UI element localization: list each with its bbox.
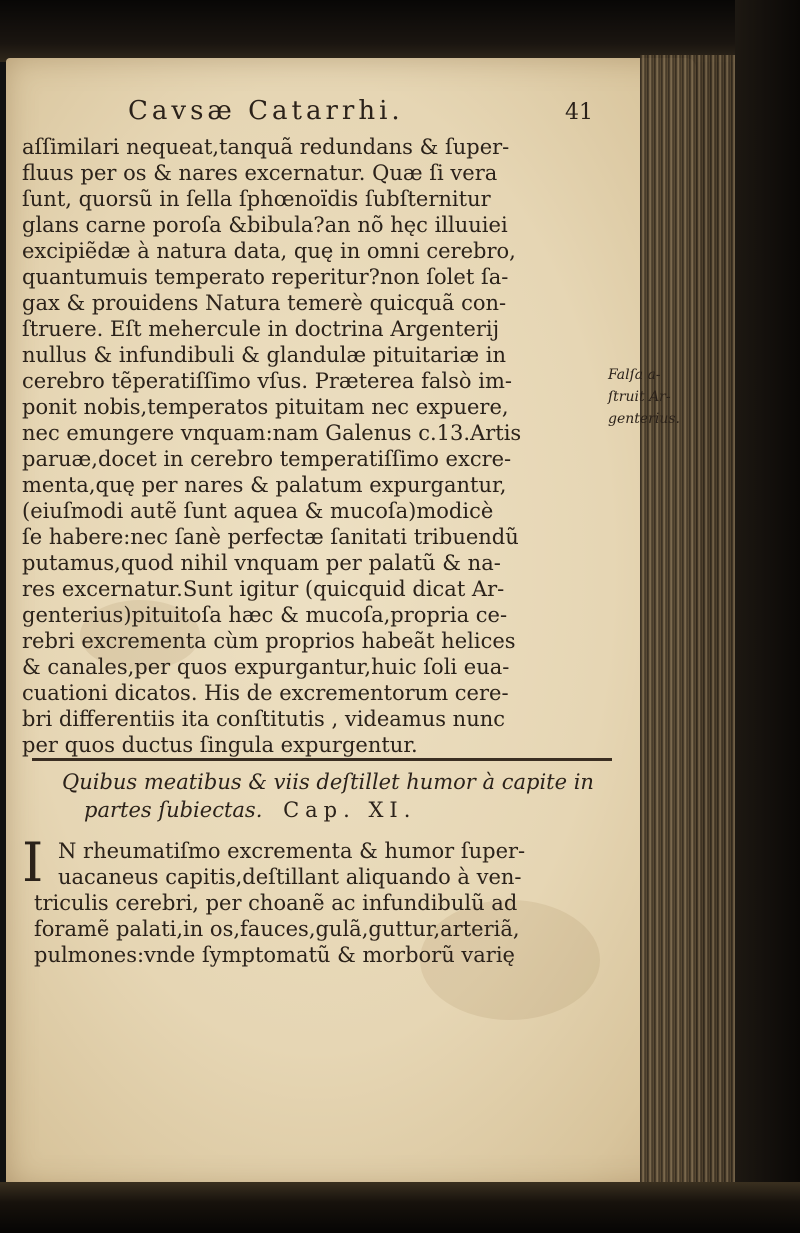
chapter-title: Quibus meatibus & viis deſtillet humor à capite in	[62, 770, 594, 794]
chapter-line: uacaneus capitis,deſtillant aliquando à ven-	[58, 865, 522, 889]
text-line: paruæ,docet in cerebro temperatiſſimo excre-	[22, 447, 512, 471]
text-line: menta,quę per nares & palatum expurgantur,	[22, 473, 507, 497]
drop-initial: I	[22, 831, 44, 894]
text-line: rebri excrementa cùm proprios habeãt helices	[22, 629, 516, 653]
text-line: fluus per os & nares excernatur. Quæ ſi vera	[22, 161, 498, 185]
chapter-title-continued	[84, 798, 416, 822]
margin-note	[608, 364, 680, 430]
chapter-line: foramẽ palati,in os,fauces,gulã,guttur,arteriã,	[34, 917, 520, 941]
text-line: bri differentiis ita conſtitutis , videamus nunc	[22, 707, 506, 731]
text-line: per quos ductus ſingula expurgentur.	[22, 733, 418, 757]
text-line: excipiẽdæ à natura data, quę in omni cerebro,	[22, 239, 516, 263]
chapter-label: Cap. XI.	[283, 798, 417, 822]
text-line: nec emungere vnquam:nam Galenus c.13.Artis	[22, 421, 522, 445]
page-number: 41	[565, 100, 593, 125]
text-line: ſe habere:nec ſanè perfectæ ſanitati tribuendũ	[22, 525, 519, 549]
text-line: aſſimilari nequeat,tanquã redundans & ſuper-	[22, 135, 510, 159]
text-line: nullus & infundibuli & glandulæ pituitariæ in	[22, 343, 507, 367]
chapter-line: N rheumatiſmo excrementa & humor ſuper-	[58, 839, 526, 863]
book-binding-shadow	[735, 0, 800, 1233]
text-line: (eiuſmodi autẽ ſunt aquea & mucoſa)modicè	[22, 499, 494, 523]
text-line: cuationi dicatos. His de excrementorum cere-	[22, 681, 509, 705]
chapter-title-line2: partes ſubiectas.	[84, 798, 263, 822]
text-line: res excernatur.Sunt igitur (quicquid dicat Ar-	[22, 577, 505, 601]
text-line: cerebro tẽperatiſſimo vſus. Præterea falsò im-	[22, 369, 512, 393]
section-rule	[32, 758, 612, 761]
running-head: Cavsæ Catarrhi.	[128, 96, 404, 126]
chapter-line: pulmones:vnde ſymptomatũ & morborũ varię	[34, 943, 515, 967]
text-line: genterius)pituitoſa hæc & mucoſa,propria ce-	[22, 603, 508, 627]
page-fore-edge	[640, 55, 735, 1195]
margin-note-line: ſtruit Ar-	[608, 389, 671, 405]
text-line: ſunt, quorsũ in ſella ſphœnoïdis ſubſternitur	[22, 187, 491, 211]
margin-note-line: genterius.	[608, 411, 680, 427]
margin-note-line: Falſa a-	[608, 367, 661, 383]
chapter-line: triculis cerebri, per choanẽ ac infundibulũ ad	[34, 891, 518, 915]
text-line: glans carne poroſa &bibula?an nõ hęc illuuiei	[22, 213, 508, 237]
book-bottom-shadow	[0, 1182, 800, 1233]
text-line: & canales,per quos expurgantur,huic ſoli eua-	[22, 655, 510, 679]
text-line: gax & prouidens Natura temerè quicquã con-	[22, 291, 507, 315]
text-line: ponit nobis,temperatos pituitam nec expuere,	[22, 395, 509, 419]
text-line: putamus,quod nihil vnquam per palatũ & na-	[22, 551, 501, 575]
text-line: quantumuis temperato reperitur?non ſolet ſa-	[22, 265, 509, 289]
book-top-shadow	[0, 0, 800, 62]
text-line: ſtruere. Eſt mehercule in doctrina Argenterij	[22, 317, 500, 341]
